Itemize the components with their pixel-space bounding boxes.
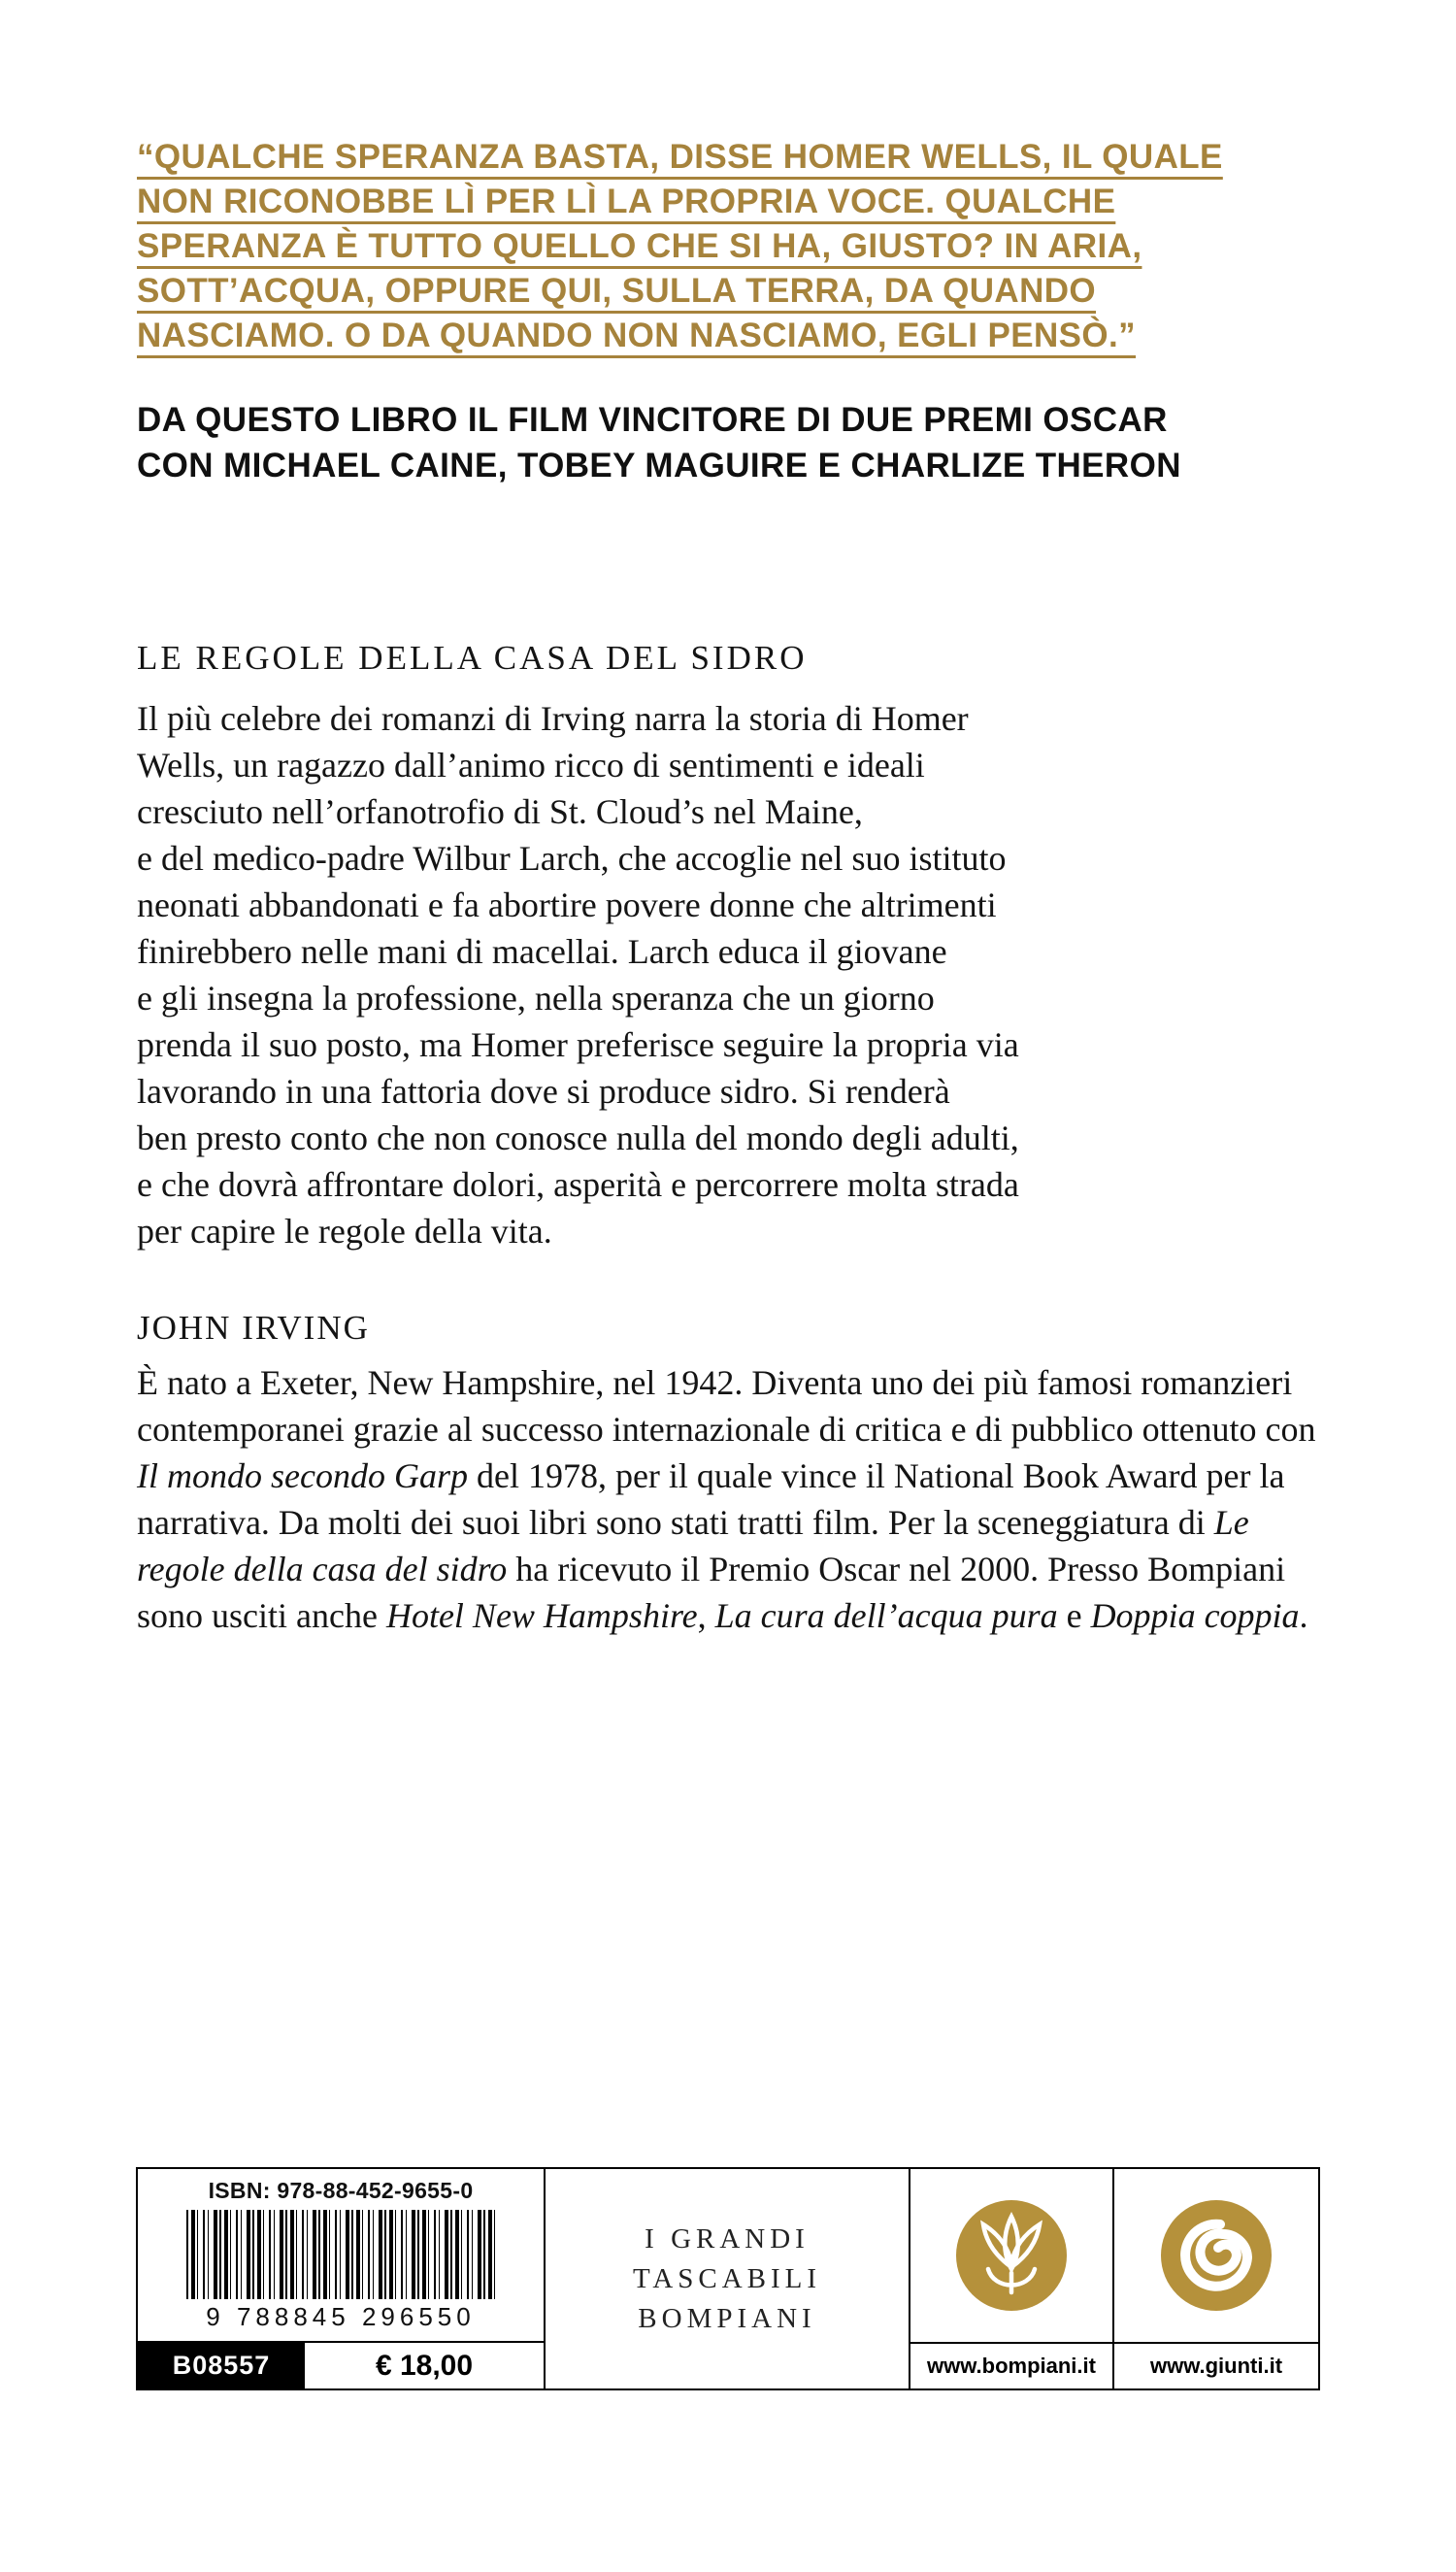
synopsis-line: per capire le regole della vita. [137, 1212, 552, 1251]
bompiani-flower-icon [953, 2197, 1070, 2314]
synopsis-line: cresciuto nell’orfanotrofio di St. Cloud’s nel Maine, [137, 792, 863, 831]
ean-barcode [186, 2210, 495, 2299]
film-banner-line: DA QUESTO LIBRO IL FILM VINCITORE DI DUE PREMI OSCAR [137, 401, 1168, 439]
price-row [138, 2341, 544, 2388]
pull-quote-line: SPERANZA È TUTTO QUELLO CHE SI HA, GIUSTO? IN ARIA, [137, 227, 1142, 265]
bompiani-url: www.bompiani.it [910, 2342, 1112, 2388]
imprint-line: I GRANDI [645, 2222, 810, 2255]
pull-quote [137, 135, 1379, 358]
bio-segment-italic: Doppia coppia [1090, 1596, 1300, 1635]
isbn-label: ISBN: 978-88-452-9655-0 [208, 2178, 474, 2203]
bio-segment: . [1299, 1596, 1308, 1635]
bio-segment-italic: La cura dell’acqua pura [714, 1596, 1058, 1635]
synopsis-line: Wells, un ragazzo dall’animo ricco di sentimenti e ideali [137, 746, 925, 785]
bio-segment-italic: Le regole della casa del sidro [137, 1503, 1249, 1588]
author-bio [137, 1359, 1331, 1639]
barcode-digits: 9 788845 296550 [206, 2302, 476, 2331]
pull-quote-line: NASCIAMO. O DA QUANDO NON NASCIAMO, EGLI PENSÒ.” [137, 317, 1137, 354]
synopsis-text [137, 695, 1399, 1254]
synopsis-line: prenda il suo posto, ma Homer preferisce seguire la propria via [137, 1025, 1019, 1064]
isbn-panel [138, 2169, 546, 2388]
giunti-logo-area [1114, 2169, 1318, 2342]
synopsis-line: Il più celebre dei romanzi di Irving narra la storia di Homer [137, 699, 969, 738]
synopsis-line: lavorando in una fattoria dove si produce sidro. Si renderà [137, 1072, 950, 1111]
imprint-line: TASCABILI [632, 2262, 822, 2294]
product-code-badge: B08557 [138, 2343, 305, 2388]
synopsis-line: neonati abbandonati e fa abortire povere donne che altrimenti [137, 885, 997, 924]
giunti-spiral-icon [1158, 2197, 1274, 2314]
price-label: € 18,00 [375, 2349, 474, 2382]
bio-segment: , [697, 1596, 715, 1635]
imprint-panel [546, 2169, 910, 2388]
pull-quote-line: NON RICONOBBE LÌ PER LÌ LA PROPRIA VOCE. QUALCHE [137, 183, 1116, 220]
film-banner [137, 397, 1379, 488]
bio-segment-italic: Il mondo secondo Garp [137, 1456, 468, 1495]
synopsis-line: e del medico-padre Wilbur Larch, che accoglie nel suo istituto [137, 839, 1007, 878]
giunti-panel [1114, 2169, 1318, 2388]
imprint-line: BOMPIANI [638, 2302, 816, 2334]
pull-quote-line: SOTT’ACQUA, OPPURE QUI, SULLA TERRA, DA QUANDO [137, 272, 1097, 310]
author-name-heading: JOHN IRVING [137, 1309, 370, 1347]
bio-segment: del 1978, per il quale vince il National Book Award per la narrativa. Da molti dei suoi libri sono stati tratti film. Per la sceneggiatura di [137, 1456, 1285, 1542]
synopsis-line: finirebbero nelle mani di macellai. Larch educa il giovane [137, 932, 947, 971]
synopsis-line: e gli insegna la professione, nella speranza che un giorno [137, 979, 935, 1018]
bio-segment: È nato a Exeter, New Hampshire, nel 1942. Diventa uno dei più famosi romanzieri contemporanei grazie al successo internazionale di critica e di pubblico ottenuto con [137, 1363, 1316, 1449]
bompiani-logo-area [910, 2169, 1112, 2342]
bio-segment-italic: Hotel New Hampshire [385, 1596, 698, 1635]
book-title: LE REGOLE DELLA CASA DEL SIDRO [137, 639, 808, 677]
giunti-url: www.giunti.it [1114, 2342, 1318, 2388]
synopsis-line: e che dovrà affrontare dolori, asperità e percorrere molta strada [137, 1165, 1019, 1204]
bio-segment: ha ricevuto il Premio Oscar nel 2000. Presso Bompiani sono usciti anche [137, 1550, 1286, 1635]
film-banner-line: CON MICHAEL CAINE, TOBEY MAGUIRE E CHARLIZE THERON [137, 447, 1181, 484]
footer-info-box [136, 2167, 1320, 2390]
bompiani-panel [910, 2169, 1114, 2388]
synopsis-line: ben presto conto che non conosce nulla del mondo degli adulti, [137, 1119, 1019, 1157]
pull-quote-line: “QUALCHE SPERANZA BASTA, DISSE HOMER WELLS, IL QUALE [137, 138, 1223, 176]
bio-segment: e [1057, 1596, 1091, 1635]
